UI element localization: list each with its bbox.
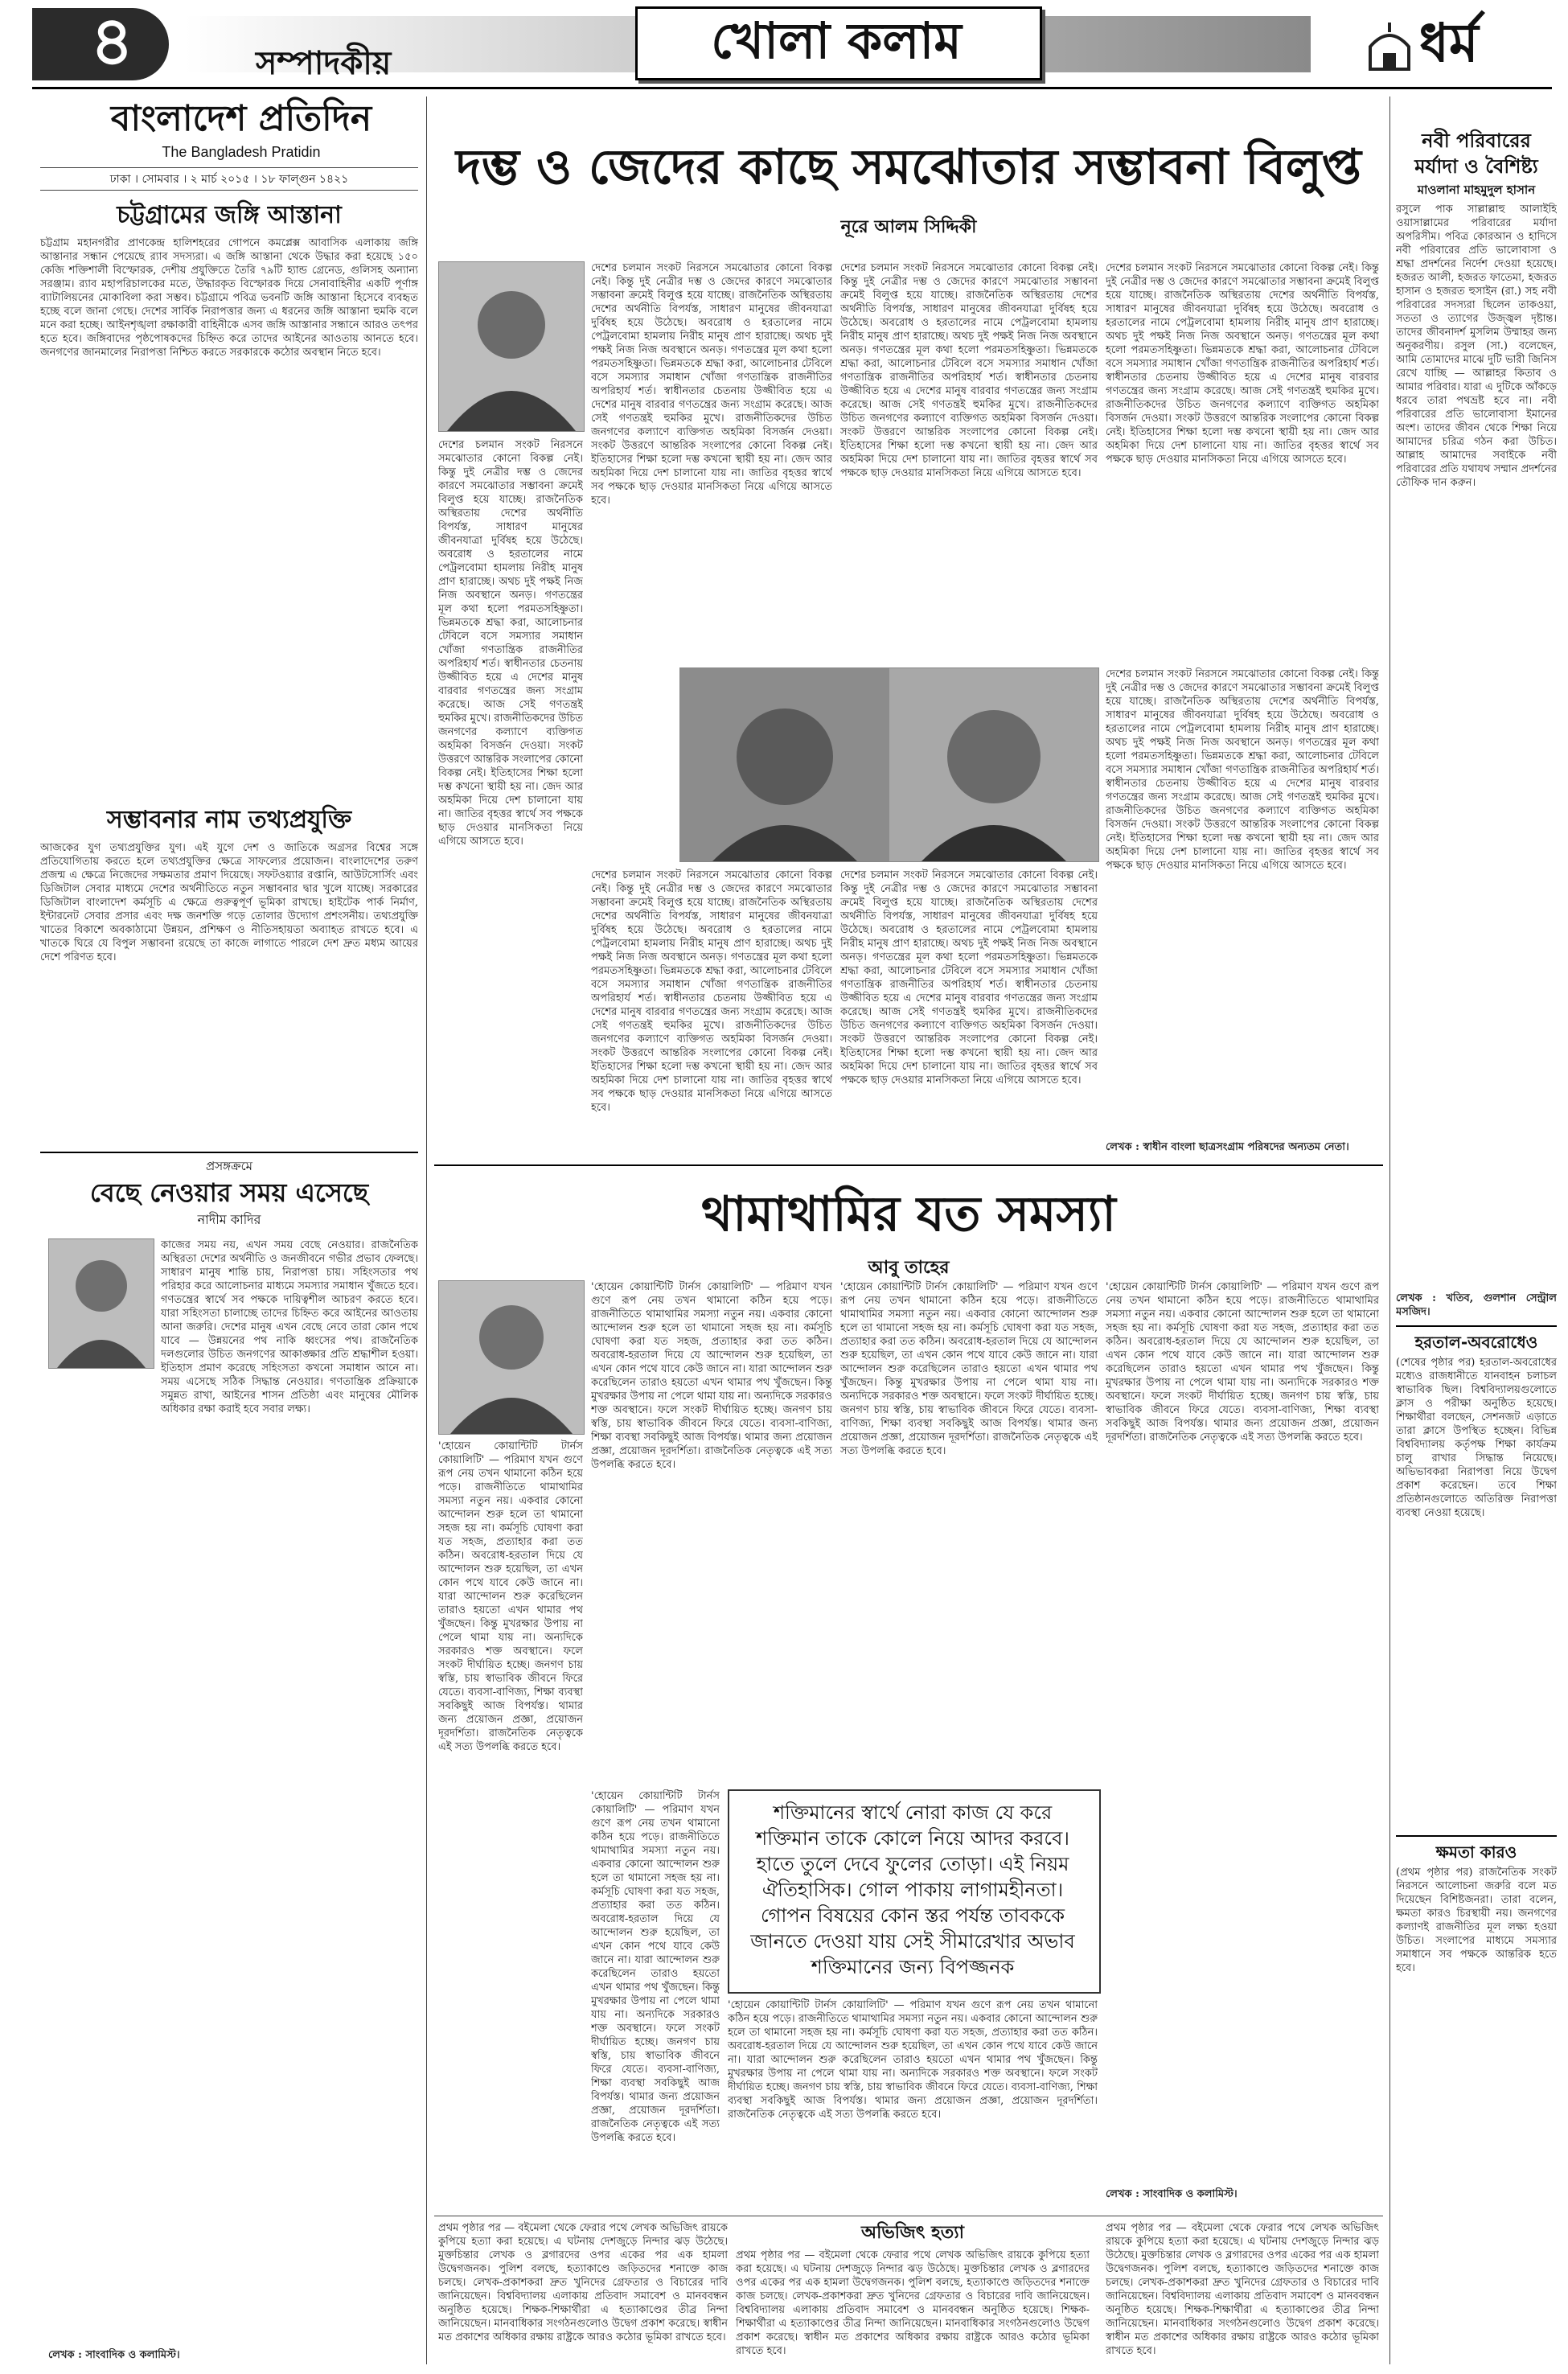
second-body-col5: 'হোয়েন কোয়ান্টিটি টার্নস কোয়ালিটি' — পরিমাণ যখন গুণে রূপ নেয় তখন থামানো কঠিন হয়ে পড়ে। রাজনীতিতে থামাথামির সমস্যা নতুন নয়। একবার কোনো আন্দোলন শুরু হলে তা থামানো সহজ হয় না। কর্মসূচি ঘোষণা করা যত সহজ, প্রত্যাহার করা তত কঠিন। অবরোধ-হরতাল দিয়ে যে আন্দোলন শুরু হয়েছিল, তা এখন কোন পথে যাবে কেউ জানে না। যারা আন্দোলন শুরু করেছিলেন তারাও হয়তো এখন থামার পথ খুঁজছেন। কিন্তু মুখরক্ষার উপায় না পেলে থামা যায় না। অন্যদিকে সরকারও শক্ত অবস্থানে। ফলে সংকট দীর্ঘায়িত হচ্ছে। জনগণ চায় স্বস্তি, চায় স্বাভাবিক জীবনে ফিরে যেতে। ব্যবসা-বাণিজ্য, শিক্ষা ব্যবস্থা সবকিছুই আজ বিপর্যস্ত। থামার জন্য প্রয়োজন প্রজ্ঞা, প্রয়োজন দূরদর্শিতা। রাজনৈতিক নেতৃত্বকে এই সত্য উপলব্ধি করতে হবে। bbox=[728, 1999, 1098, 2121]
column-name: খোলা কলাম bbox=[711, 11, 962, 70]
lead-body-col5: দেশের চলমান সংকট নিরসনে সমঝোতার কোনো বিকল্প নেই। কিন্তু দুই নেত্রীর দম্ভ ও জেদের কারণে সমঝোতার সম্ভাবনা ক্রমেই বিলুপ্ত হয়ে যাচ্ছে। রাজনৈতিক অস্থিরতায় দেশের অর্থনীতি বিপর্যস্ত, সাধারণ মানুষের জীবনযাত্রা দুর্বিষহ হয়ে উঠেছে। অবরোধ ও হরতালের নামে পেট্রলবোমা হামলায় নিরীহ মানুষ প্রাণ হারাচ্ছে। অথচ দুই পক্ষই নিজ নিজ অবস্থানে অনড়। গণতন্ত্রের মূল কথা হলো পরমতসহিষ্ণুতা। ভিন্নমতকে শ্রদ্ধা করা, আলোচনার টেবিলে বসে সমস্যার সমাধান খোঁজা গণতান্ত্রিক রাজনীতির অপরিহার্য শর্ত। স্বাধীনতার চেতনায় উজ্জীবিত হয়ে এ দেশের মানুষ বারবার গণতন্ত্রের জন্য সংগ্রাম করেছে। আজ সেই গণতন্ত্রই হুমকির মুখে। রাজনীতিকদের উচিত জনগণের কল্যাণে ব্যক্তিগত অহমিকা বিসর্জন দেওয়া। সংকট উত্তরণে আন্তরিক সংলাপের কোনো বিকল্প নেই। ইতিহাসের শিক্ষা হলো দম্ভ কখনো স্থায়ী হয় না। জেদ আর অহমিকা দিয়ে দেশ চালানো যায় না। জাতির বৃহত্তর স্বার্থে সব পক্ষকে ছাড় দেওয়ার মানসিকতা নিয়ে এগিয়ে আসতে হবে। bbox=[840, 869, 1098, 1086]
lead-body-col6: দেশের চলমান সংকট নিরসনে সমঝোতার কোনো বিকল্প নেই। কিন্তু দুই নেত্রীর দম্ভ ও জেদের কারণে সমঝোতার সম্ভাবনা ক্রমেই বিলুপ্ত হয়ে যাচ্ছে। রাজনৈতিক অস্থিরতায় দেশের অর্থনীতি বিপর্যস্ত, সাধারণ মানুষের জীবনযাত্রা দুর্বিষহ হয়ে উঠেছে। অবরোধ ও হরতালের নামে পেট্রলবোমা হামলায় নিরীহ মানুষ প্রাণ হারাচ্ছে। অথচ দুই পক্ষই নিজ নিজ অবস্থানে অনড়। গণতন্ত্রের মূল কথা হলো পরমতসহিষ্ণুতা। ভিন্নমতকে শ্রদ্ধা করা, আলোচনার টেবিলে বসে সমস্যার সমাধান খোঁজা গণতান্ত্রিক রাজনীতির অপরিহার্য শর্ত। স্বাধীনতার চেতনায় উজ্জীবিত হয়ে এ দেশের মানুষ বারবার গণতন্ত্রের জন্য সংগ্রাম করেছে। আজ সেই গণতন্ত্রই হুমকির মুখে। রাজনীতিকদের উচিত জনগণের কল্যাণে ব্যক্তিগত অহমিকা বিসর্জন দেওয়া। সংকট উত্তরণে আন্তরিক সংলাপের কোনো বিকল্প নেই। ইতিহাসের শিক্ষা হলো দম্ভ কখনো স্থায়ী হয় না। জেদ আর অহমিকা দিয়ে দেশ চালানো যায় না। জাতির বৃহত্তর স্বার্থে সব পক্ষকে ছাড় দেওয়ার মানসিকতা নিয়ে এগিয়ে আসতে হবে। bbox=[1106, 668, 1379, 872]
editorial-2-title: সম্ভাবনার নাম তথ্যপ্রযুক্তি bbox=[106, 806, 352, 834]
lead-body-col1b: দেশের চলমান সংকট নিরসনে সমঝোতার কোনো বিকল্প নেই। কিন্তু দুই নেত্রীর দম্ভ ও জেদের কারণে সমঝোতার সম্ভাবনা ক্রমেই বিলুপ্ত হয়ে যাচ্ছে। রাজনৈতিক অস্থিরতায় দেশের অর্থনীতি বিপর্যস্ত, সাধারণ মানুষের জীবনযাত্রা দুর্বিষহ হয়ে উঠেছে। অবরোধ ও হরতালের নামে পেট্রলবোমা হামলায় নিরীহ মানুষ প্রাণ হারাচ্ছে। অথচ দুই পক্ষই নিজ নিজ অবস্থানে অনড়। গণতন্ত্রের মূল কথা হলো পরমতসহিষ্ণুতা। ভিন্নমতকে শ্রদ্ধা করা, আলোচনার টেবিলে বসে সমস্যার সমাধান খোঁজা গণতান্ত্রিক রাজনীতির অপরিহার্য শর্ত। স্বাধীনতার চেতনায় উজ্জীবিত হয়ে এ দেশের মানুষ বারবার গণতন্ত্রের জন্য সংগ্রাম করেছে। আজ সেই গণতন্ত্রই হুমকির মুখে। রাজনীতিকদের উচিত জনগণের কল্যাণে ব্যক্তিগত অহমিকা বিসর্জন দেওয়া। সংকট উত্তরণে আন্তরিক সংলাপের কোনো বিকল্প নেই। ইতিহাসের শিক্ষা হলো দম্ভ কখনো স্থায়ী হয় না। জেদ আর অহমিকা দিয়ে দেশ চালানো যায় না। জাতির বৃহত্তর স্বার্থে সব পক্ষকে ছাড় দেওয়ার মানসিকতা নিয়ে এগিয়ে আসতে হবে। bbox=[438, 439, 583, 848]
lead-author: নূরে আলম সিদ্দিকী bbox=[840, 216, 977, 237]
dateline: ঢাকা । সোমবার । ২ মার্চ ২০১৫ । ১৮ ফাল্গুন ১৪২১ bbox=[109, 173, 349, 186]
header-rule bbox=[32, 87, 1552, 89]
masthead-en: The Bangladesh Pratidin bbox=[162, 144, 321, 160]
abhijit-body-right: প্রথম পৃষ্ঠার পর — বইমেলা থেকে ফেরার পথে লেখক অভিজিৎ রায়কে কুপিয়ে হত্যা করা হয়েছে। এ ঘটনায় দেশজুড়ে নিন্দার ঝড় উঠেছে। মুক্তচিন্তার লেখক ও ব্লগারদের ওপর একের পর এক হামলা উদ্বেগজনক। পুলিশ বলছে, হত্যাকাণ্ডে জড়িতদের শনাক্তে কাজ চলছে। লেখক-প্রকাশকরা দ্রুত খুনিদের গ্রেফতার ও বিচারের দাবি জানিয়েছেন। বিশ্ববিদ্যালয় এলাকায় প্রতিবাদ সমাবেশ ও মানববন্ধন অনুষ্ঠিত হয়েছে। শিক্ষক-শিক্ষার্থীরা এ হত্যাকাণ্ডের তীব্র নিন্দা জানিয়েছেন। মানবাধিকার সংগঠনগুলোও উদ্বেগ প্রকাশ করেছে। স্বাধীন মত প্রকাশের অধিকার রক্ষায় রাষ্ট্রকে আরও কঠোর ভূমিকা রাখতে হবে। bbox=[1106, 2222, 1379, 2357]
hartal-body: (শেষের পৃষ্ঠার পর) হরতাল-অবরোধের মধ্যেও রাজধানীতে যানবাহন চলাচল স্বাভাবিক ছিল। বিশ্ববিদ্যালয়গুলোতে ক্লাস ও পরীক্ষা অনুষ্ঠিত হয়েছে। শিক্ষার্থীরা বলছেন, সেশনজট এড়াতে তারা ক্লাসে উপস্থিত হচ্ছেন। বিভিন্ন বিশ্ববিদ্যালয় কর্তৃপক্ষ শিক্ষা কার্যক্রম চালু রাখার সিদ্ধান্ত নিয়েছে। অভিভাবকরা নিরাপত্তা নিয়ে উদ্বেগ প্রকাশ করেছেন। তবে শিক্ষা প্রতিষ্ঠানগুলোতে অতিরিক্ত নিরাপত্তা ব্যবস্থা নেওয়া হয়েছে। bbox=[1396, 1357, 1557, 1519]
editorial-1-body: চট্টগ্রাম মহানগরীর প্রাণকেন্দ্র হালিশহরের গোপনে কমপ্লেক্স আবাসিক এলাকায় জঙ্গি আস্তানার সন্ধান পেয়েছে র‍্যাব সদস্যরা। এ জঙ্গি আস্তানা থেকে উদ্ধার করা হয়েছে ১৫০ কেজি শক্তিশালী বিস্ফোরক, দেশীয় প্রযুক্তিতে তৈরি ৭৯টি হ্যান্ড গ্রেনেড, গুলিসহ অন্যান্য সরঞ্জাম। র‍্যাব মহাপরিচালকের মতে, উদ্ধারকৃত বিস্ফোরক দিয়ে সেনাবাহিনীর একটি পূর্ণাঙ্গ ব্যাটালিয়নের মোকাবিলা করা সম্ভব। চট্টগ্রামে পবিত্র ভবনটি জঙ্গি আস্তানা হিসেবে ব্যবহৃত হচ্ছে বলে জানা গেছে। দেশের সার্বিক নিরাপত্তার জন্য এ ধরনের জঙ্গি আস্তানা হুমকি বলে মনে করা হচ্ছে। আইনশৃঙ্খলা রক্ষাকারী বাহিনীকে এসব জঙ্গি আস্তানার সন্ধানে আরও তৎপর হতে হবে। জঙ্গিবাদের পৃষ্ঠপোষকদের চিহ্নিত করে তাদের আইনের আওতায় আনতে হবে। জনগণের জানমালের নিরাপত্তা নিশ্চিত করতে সরকারকে কঠোর অবস্থান নিতে হবে। bbox=[40, 237, 418, 359]
prosonggokrome-title: বেছে নেওয়ার সময় এসেছে bbox=[89, 1177, 369, 1208]
second-body-col1b: 'হোয়েন কোয়ান্টিটি টার্নস কোয়ালিটি' — পরিমাণ যখন গুণে রূপ নেয় তখন থামানো কঠিন হয়ে পড়ে। রাজনীতিতে থামাথামির সমস্যা নতুন নয়। একবার কোনো আন্দোলন শুরু হলে তা থামানো সহজ হয় না। কর্মসূচি ঘোষণা করা যত সহজ, প্রত্যাহার করা তত কঠিন। অবরোধ-হরতাল দিয়ে যে আন্দোলন শুরু হয়েছিল, তা এখন কোন পথে যাবে কেউ জানে না। যারা আন্দোলন শুরু করেছিলেন তারাও হয়তো এখন থামার পথ খুঁজছেন। কিন্তু মুখরক্ষার উপায় না পেলে থামা যায় না। অন্যদিকে সরকারও শক্ত অবস্থানে। ফলে সংকট দীর্ঘায়িত হচ্ছে। জনগণ চায় স্বস্তি, চায় স্বাভাবিক জীবনে ফিরে যেতে। ব্যবসা-বাণিজ্য, শিক্ষা ব্যবস্থা সবকিছুই আজ বিপর্যস্ত। থামার জন্য প্রয়োজন প্রজ্ঞা, প্রয়োজন দূরদর্শিতা। রাজনৈতিক নেতৃত্বকে এই সত্য উপলব্ধি করতে হবে। bbox=[438, 1440, 583, 1753]
lead-title: দম্ভ ও জেদের কাছে সমঝোতার সম্ভাবনা বিলুপ্ত bbox=[456, 139, 1361, 195]
dharma-body: রসুলে পাক সাল্লাল্লাহু আলাইহি ওয়াসাল্লামের পরিবারের মর্যাদা অপরিসীম। পবিত্র কোরআন ও হাদিসে নবী পরিবারের প্রতি ভালোবাসা ও শ্রদ্ধা প্রদর্শনের নির্দেশ দেওয়া হয়েছে। হজরত আলী, হজরত ফাতেমা, হজরত হাসান ও হজরত হুসাইন (রা.) সহ নবী পরিবারের সদস্যরা ছিলেন তাকওয়া, সততা ও ত্যাগের উজ্জ্বল দৃষ্টান্ত। তাদের জীবনাদর্শ মুসলিম উম্মাহর জন্য অনুকরণীয়। রসুল (সা.) বলেছেন, আমি তোমাদের মাঝে দুটি ভারী জিনিস রেখে যাচ্ছি — আল্লাহর কিতাব ও আমার পরিবার। যারা এ দুটিকে আঁকড়ে ধরবে তারা পথভ্রষ্ট হবে না। নবী পরিবারের প্রতি ভালোবাসা ইমানের অংশ। তাদের জীবন থেকে শিক্ষা নিয়ে আমাদের চরিত্র গঠন করা উচিত। আল্লাহ আমাদের সবাইকে নবী পরিবারের প্রতি যথাযথ সম্মান প্রদর্শনের তৌফিক দান করুন। bbox=[1396, 203, 1557, 489]
lead-photo-leaders bbox=[679, 667, 1099, 862]
second-title: থামাথামির যত সমস্যা bbox=[701, 1186, 1116, 1242]
editorial-1-title: চট্টগ্রামের জঙ্গি আস্তানা bbox=[117, 201, 342, 229]
editorial-2-body: আজকের যুগ তথ্যপ্রযুক্তির যুগ। এই যুগে দেশ ও জাতিকে অগ্রসর বিশ্বের সঙ্গে প্রতিযোগিতায় করতে হলে তথ্যপ্রযুক্তির ক্ষেত্রে সাফল্যের প্রয়োজন। বাংলাদেশের তরুণ প্রজন্ম এ ক্ষেত্রে নিজেদের সক্ষমতার প্রমাণ দিয়েছে। সফটওয়্যার রপ্তানি, আউটসোর্সিং এবং ডিজিটাল সেবার মাধ্যমে দেশের অর্থনীতিতে নতুন সম্ভাবনার দ্বার খুলে যাচ্ছে। সরকারের ডিজিটাল বাংলাদেশ কর্মসূচি এ ক্ষেত্রে গুরুত্বপূর্ণ ভূমিকা রাখছে। হাইটেক পার্ক নির্মাণ, ইন্টারনেট সেবার প্রসার এবং দক্ষ জনশক্তি গড়ে তোলার উদ্যোগ প্রশংসনীয়। তথ্যপ্রযুক্তি খাতের বিকাশে অবকাঠামো উন্নয়ন, প্রশিক্ষণ ও নীতিসহায়তা অব্যাহত রাখতে হবে। এ খাতকে ঘিরে যে বিপুল সম্ভাবনা রয়েছে তা কাজে লাগাতে পারলে দেশ দ্রুত মধ্যম আয়ের দেশে পরিণত হবে। bbox=[40, 842, 418, 963]
author-photo-nure-alam bbox=[438, 261, 585, 432]
second-body-col3: 'হোয়েন কোয়ান্টিটি টার্নস কোয়ালিটি' — পরিমাণ যখন গুণে রূপ নেয় তখন থামানো কঠিন হয়ে পড়ে। রাজনীতিতে থামাথামির সমস্যা নতুন নয়। একবার কোনো আন্দোলন শুরু হলে তা থামানো সহজ হয় না। কর্মসূচি ঘোষণা করা যত সহজ, প্রত্যাহার করা তত কঠিন। অবরোধ-হরতাল দিয়ে যে আন্দোলন শুরু হয়েছিল, তা এখন কোন পথে যাবে কেউ জানে না। যারা আন্দোলন শুরু করেছিলেন তারাও হয়তো এখন থামার পথ খুঁজছেন। কিন্তু মুখরক্ষার উপায় না পেলে থামা যায় না। অন্যদিকে সরকারও শক্ত অবস্থানে। ফলে সংকট দীর্ঘায়িত হচ্ছে। জনগণ চায় স্বস্তি, চায় স্বাভাবিক জীবনে ফিরে যেতে। ব্যবসা-বাণিজ্য, শিক্ষা ব্যবস্থা সবকিছুই আজ বিপর্যস্ত। থামার জন্য প্রয়োজন প্রজ্ঞা, প্রয়োজন দূরদর্শিতা। রাজনৈতিক নেতৃত্বকে এই সত্য উপলব্ধি করতে হবে। bbox=[1106, 1281, 1379, 1444]
dharma-author: মাওলানা মাহমুদুল হাসান bbox=[1417, 183, 1536, 197]
masthead-bn: বাংলাদেশ প্রতিদিন bbox=[110, 98, 372, 139]
prosonggokrome-body: কাজের সময় নয়, এখন সময় বেছে নেওয়ার। রাজনৈতিক অস্থিরতা দেশের অর্থনীতি ও জনজীবনে গভীর প্রভাব ফেলছে। সাধারণ মানুষ শান্তি চায়, নিরাপত্তা চায়। সহিংসতার পথ পরিহার করে আলোচনার মাধ্যমে সমস্যার সমাধান খুঁজতে হবে। গণতন্ত্রের স্বার্থে সব পক্ষকে দায়িত্বশীল আচরণ করতে হবে। যারা সহিংসতা চালাচ্ছে তাদের চিহ্নিত করে আইনের আওতায় আনা জরুরি। দেশের মানুষ এখন বেছে নেবে তারা কোন পথে যাবে — উন্নয়নের পথ নাকি ধ্বংসের পথ। রাজনৈতিক দলগুলোর উচিত জনগণের আকাঙ্ক্ষার প্রতি শ্রদ্ধাশীল হওয়া। ইতিহাস প্রমাণ করেছে সহিংসতা কখনো সমাধান আনে না। সময় এসেছে সঠিক সিদ্ধান্ত নেওয়ার। গণতান্ত্রিক প্রক্রিয়াকে সমুন্নত রাখা, আইনের শাসন প্রতিষ্ঠা এবং মানুষের মৌলিক অধিকার রক্ষা করাই হবে সবার লক্ষ্য। bbox=[161, 1239, 418, 1415]
lead-body-col1: দেশের চলমান সংকট নিরসনে সমঝোতার কোনো বিকল্প নেই। কিন্তু দুই নেত্রীর দম্ভ ও জেদের কারণে সমঝোতার সম্ভাবনা ক্রমেই বিলুপ্ত হয়ে যাচ্ছে। রাজনৈতিক অস্থিরতায় দেশের অর্থনীতি বিপর্যস্ত, সাধারণ মানুষের জীবনযাত্রা দুর্বিষহ হয়ে উঠেছে। অবরোধ ও হরতালের নামে পেট্রলবোমা হামলায় নিরীহ মানুষ প্রাণ হারাচ্ছে। অথচ দুই পক্ষই নিজ নিজ অবস্থানে অনড়। গণতন্ত্রের মূল কথা হলো পরমতসহিষ্ণুতা। ভিন্নমতকে শ্রদ্ধা করা, আলোচনার টেবিলে বসে সমস্যার সমাধান খোঁজা গণতান্ত্রিক রাজনীতির অপরিহার্য শর্ত। স্বাধীনতার চেতনায় উজ্জীবিত হয়ে এ দেশের মানুষ বারবার গণতন্ত্রের জন্য সংগ্রাম করেছে। আজ সেই গণতন্ত্রই হুমকির মুখে। রাজনীতিকদের উচিত জনগণের কল্যাণে ব্যক্তিগত অহমিকা বিসর্জন দেওয়া। সংকট উত্তরণে আন্তরিক সংলাপের কোনো বিকল্প নেই। ইতিহাসের শিক্ষা হলো দম্ভ কখনো স্থায়ী হয় না। জেদ আর অহমিকা দিয়ে দেশ চালানো যায় না। জাতির বৃহত্তর স্বার্থে সব পক্ষকে ছাড় দেওয়ার মানসিকতা নিয়ে এগিয়ে আসতে হবে। bbox=[591, 262, 832, 507]
dharma-title-1: নবী পরিবারের bbox=[1422, 129, 1531, 152]
col-divider-2 bbox=[1389, 97, 1390, 2364]
header-bar bbox=[0, 0, 1568, 87]
author-photo-nadim bbox=[48, 1238, 154, 1369]
author-photo-abu-taher bbox=[438, 1280, 585, 1435]
lead-bottom-rule bbox=[434, 1164, 1383, 1166]
masthead-rule bbox=[40, 167, 418, 168]
prosonggokrome-author: নাদীম কাদির bbox=[197, 1212, 261, 1227]
abhijit-body-left: প্রথম পৃষ্ঠার পর — বইমেলা থেকে ফেরার পথে লেখক অভিজিৎ রায়কে কুপিয়ে হত্যা করা হয়েছে। এ ঘটনায় দেশজুড়ে নিন্দার ঝড় উঠেছে। মুক্তচিন্তার লেখক ও ব্লগারদের ওপর একের পর এক হামলা উদ্বেগজনক। পুলিশ বলছে, হত্যাকাণ্ডে জড়িতদের শনাক্তে কাজ চলছে। লেখক-প্রকাশকরা দ্রুত খুনিদের গ্রেফতার ও বিচারের দাবি জানিয়েছেন। বিশ্ববিদ্যালয় এলাকায় প্রতিবাদ সমাবেশ ও মানববন্ধন অনুষ্ঠিত হয়েছে। শিক্ষক-শিক্ষার্থীরা এ হত্যাকাণ্ডের তীব্র নিন্দা জানিয়েছেন। মানবাধিকার সংগঠনগুলোও উদ্বেগ প্রকাশ করেছে। স্বাধীন মত প্রকাশের অধিকার রক্ষায় রাষ্ট্রকে আরও কঠোর ভূমিকা রাখতে হবে। bbox=[438, 2222, 728, 2343]
dharma-label: ধর্ম bbox=[1419, 12, 1479, 74]
prosonggokrome-label: প্রসঙ্গক্রমে bbox=[206, 1159, 252, 1173]
lead-byline: লেখক : স্বাধীন বাংলা ছাত্রসংগ্রাম পরিষদের অন্যতম নেতা। bbox=[1106, 1141, 1349, 1153]
second-body-col4: 'হোয়েন কোয়ান্টিটি টার্নস কোয়ালিটি' — পরিমাণ যখন গুণে রূপ নেয় তখন থামানো কঠিন হয়ে পড়ে। রাজনীতিতে থামাথামির সমস্যা নতুন নয়। একবার কোনো আন্দোলন শুরু হলে তা থামানো সহজ হয় না। কর্মসূচি ঘোষণা করা যত সহজ, প্রত্যাহার করা তত কঠিন। অবরোধ-হরতাল দিয়ে যে আন্দোলন শুরু হয়েছিল, তা এখন কোন পথে যাবে কেউ জানে না। যারা আন্দোলন শুরু করেছিলেন তারাও হয়তো এখন থামার পথ খুঁজছেন। কিন্তু মুখরক্ষার উপায় না পেলে থামা যায় না। অন্যদিকে সরকারও শক্ত অবস্থানে। ফলে সংকট দীর্ঘায়িত হচ্ছে। জনগণ চায় স্বস্তি, চায় স্বাভাবিক জীবনে ফিরে যেতে। ব্যবসা-বাণিজ্য, শিক্ষা ব্যবস্থা সবকিছুই আজ বিপর্যস্ত। থামার জন্য প্রয়োজন প্রজ্ঞা, প্রয়োজন দূরদর্শিতা। রাজনৈতিক নেতৃত্বকে এই সত্য উপলব্ধি করতে হবে। bbox=[591, 1790, 720, 2144]
dharma-byline: লেখক : খতিব, গুলশান সেন্ট্রাল মসজিদ। bbox=[1396, 1292, 1557, 1318]
hartal-rule bbox=[1396, 1325, 1557, 1327]
kkhoma-title: ক্ষমতা কারও bbox=[1435, 1842, 1517, 1862]
dateline-rule bbox=[40, 190, 418, 191]
kkhoma-rule bbox=[1396, 1835, 1557, 1837]
kkhoma-body: (প্রথম পৃষ্ঠার পর) রাজনৈতিক সংকট নিরসনে আলোচনা জরুরি বলে মত দিয়েছেন বিশিষ্টজনরা। তারা বলেন, ক্ষমতা কারও চিরস্থায়ী নয়। জনগণের কল্যাণই রাজনীতির মূল লক্ষ্য হওয়া উচিত। সংলাপের মাধ্যমে সমস্যার সমাধানে সব পক্ষকে আন্তরিক হতে হবে। bbox=[1396, 1867, 1557, 1974]
abhijit-title: অভিজিৎ হত্যা bbox=[861, 2223, 964, 2243]
page-number: ৪ bbox=[90, 2, 134, 80]
prosonggokrome-byline: লেখক : সাংবাদিক ও কলামিস্ট। bbox=[48, 2349, 180, 2361]
hartal-title: হরতাল-অবরোধেও bbox=[1414, 1333, 1538, 1352]
second-body-col2: 'হোয়েন কোয়ান্টিটি টার্নস কোয়ালিটি' — পরিমাণ যখন গুণে রূপ নেয় তখন থামানো কঠিন হয়ে পড়ে। রাজনীতিতে থামাথামির সমস্যা নতুন নয়। একবার কোনো আন্দোলন শুরু হলে তা থামানো সহজ হয় না। কর্মসূচি ঘোষণা করা যত সহজ, প্রত্যাহার করা তত কঠিন। অবরোধ-হরতাল দিয়ে যে আন্দোলন শুরু হয়েছিল, তা এখন কোন পথে যাবে কেউ জানে না। যারা আন্দোলন শুরু করেছিলেন তারাও হয়তো এখন থামার পথ খুঁজছেন। কিন্তু মুখরক্ষার উপায় না পেলে থামা যায় না। অন্যদিকে সরকারও শক্ত অবস্থানে। ফলে সংকট দীর্ঘায়িত হচ্ছে। জনগণ চায় স্বস্তি, চায় স্বাভাবিক জীবনে ফিরে যেতে। ব্যবসা-বাণিজ্য, শিক্ষা ব্যবস্থা সবকিছুই আজ বিপর্যস্ত। থামার জন্য প্রয়োজন প্রজ্ঞা, প্রয়োজন দূরদর্শিতা। রাজনৈতিক নেতৃত্বকে এই সত্য উপলব্ধি করতে হবে। bbox=[840, 1281, 1098, 1457]
col-divider-1 bbox=[426, 97, 427, 2364]
mosque-icon bbox=[1367, 23, 1412, 71]
second-body-col1: 'হোয়েন কোয়ান্টিটি টার্নস কোয়ালিটি' — পরিমাণ যখন গুণে রূপ নেয় তখন থামানো কঠিন হয়ে পড়ে। রাজনীতিতে থামাথামির সমস্যা নতুন নয়। একবার কোনো আন্দোলন শুরু হলে তা থামানো সহজ হয় না। কর্মসূচি ঘোষণা করা যত সহজ, প্রত্যাহার করা তত কঠিন। অবরোধ-হরতাল দিয়ে যে আন্দোলন শুরু হয়েছিল, তা এখন কোন পথে যাবে কেউ জানে না। যারা আন্দোলন শুরু করেছিলেন তারাও হয়তো এখন থামার পথ খুঁজছেন। কিন্তু মুখরক্ষার উপায় না পেলে থামা যায় না। অন্যদিকে সরকারও শক্ত অবস্থানে। ফলে সংকট দীর্ঘায়িত হচ্ছে। জনগণ চায় স্বস্তি, চায় স্বাভাবিক জীবনে ফিরে যেতে। ব্যবসা-বাণিজ্য, শিক্ষা ব্যবস্থা সবকিছুই আজ বিপর্যস্ত। থামার জন্য প্রয়োজন প্রজ্ঞা, প্রয়োজন দূরদর্শিতা। রাজনৈতিক নেতৃত্বকে এই সত্য উপলব্ধি করতে হবে। bbox=[591, 1281, 832, 1471]
lead-body-col2: দেশের চলমান সংকট নিরসনে সমঝোতার কোনো বিকল্প নেই। কিন্তু দুই নেত্রীর দম্ভ ও জেদের কারণে সমঝোতার সম্ভাবনা ক্রমেই বিলুপ্ত হয়ে যাচ্ছে। রাজনৈতিক অস্থিরতায় দেশের অর্থনীতি বিপর্যস্ত, সাধারণ মানুষের জীবনযাত্রা দুর্বিষহ হয়ে উঠেছে। অবরোধ ও হরতালের নামে পেট্রলবোমা হামলায় নিরীহ মানুষ প্রাণ হারাচ্ছে। অথচ দুই পক্ষই নিজ নিজ অবস্থানে অনড়। গণতন্ত্রের মূল কথা হলো পরমতসহিষ্ণুতা। ভিন্নমতকে শ্রদ্ধা করা, আলোচনার টেবিলে বসে সমস্যার সমাধান খোঁজা গণতান্ত্রিক রাজনীতির অপরিহার্য শর্ত। স্বাধীনতার চেতনায় উজ্জীবিত হয়ে এ দেশের মানুষ বারবার গণতন্ত্রের জন্য সংগ্রাম করেছে। আজ সেই গণতন্ত্রই হুমকির মুখে। রাজনীতিকদের উচিত জনগণের কল্যাণে ব্যক্তিগত অহমিকা বিসর্জন দেওয়া। সংকট উত্তরণে আন্তরিক সংলাপের কোনো বিকল্প নেই। ইতিহাসের শিক্ষা হলো দম্ভ কখনো স্থায়ী হয় না। জেদ আর অহমিকা দিয়ে দেশ চালানো যায় না। জাতির বৃহত্তর স্বার্থে সব পক্ষকে ছাড় দেওয়ার মানসিকতা নিয়ে এগিয়ে আসতে হবে। bbox=[840, 262, 1098, 479]
dharma-title-2: মর্যাদা ও বৈশিষ্ট্য bbox=[1414, 155, 1538, 178]
second-author: আবু তাহের bbox=[868, 1257, 950, 1278]
lead-body-col3: দেশের চলমান সংকট নিরসনে সমঝোতার কোনো বিকল্প নেই। কিন্তু দুই নেত্রীর দম্ভ ও জেদের কারণে সমঝোতার সম্ভাবনা ক্রমেই বিলুপ্ত হয়ে যাচ্ছে। রাজনৈতিক অস্থিরতায় দেশের অর্থনীতি বিপর্যস্ত, সাধারণ মানুষের জীবনযাত্রা দুর্বিষহ হয়ে উঠেছে। অবরোধ ও হরতালের নামে পেট্রলবোমা হামলায় নিরীহ মানুষ প্রাণ হারাচ্ছে। অথচ দুই পক্ষই নিজ নিজ অবস্থানে অনড়। গণতন্ত্রের মূল কথা হলো পরমতসহিষ্ণুতা। ভিন্নমতকে শ্রদ্ধা করা, আলোচনার টেবিলে বসে সমস্যার সমাধান খোঁজা গণতান্ত্রিক রাজনীতির অপরিহার্য শর্ত। স্বাধীনতার চেতনায় উজ্জীবিত হয়ে এ দেশের মানুষ বারবার গণতন্ত্রের জন্য সংগ্রাম করেছে। আজ সেই গণতন্ত্রই হুমকির মুখে। রাজনীতিকদের উচিত জনগণের কল্যাণে ব্যক্তিগত অহমিকা বিসর্জন দেওয়া। সংকট উত্তরণে আন্তরিক সংলাপের কোনো বিকল্প নেই। ইতিহাসের শিক্ষা হলো দম্ভ কখনো স্থায়ী হয় না। জেদ আর অহমিকা দিয়ে দেশ চালানো যায় না। জাতির বৃহত্তর স্বার্থে সব পক্ষকে ছাড় দেওয়ার মানসিকতা নিয়ে এগিয়ে আসতে হবে। bbox=[1106, 262, 1379, 466]
lead-body-col4: দেশের চলমান সংকট নিরসনে সমঝোতার কোনো বিকল্প নেই। কিন্তু দুই নেত্রীর দম্ভ ও জেদের কারণে সমঝোতার সম্ভাবনা ক্রমেই বিলুপ্ত হয়ে যাচ্ছে। রাজনৈতিক অস্থিরতায় দেশের অর্থনীতি বিপর্যস্ত, সাধারণ মানুষের জীবনযাত্রা দুর্বিষহ হয়ে উঠেছে। অবরোধ ও হরতালের নামে পেট্রলবোমা হামলায় নিরীহ মানুষ প্রাণ হারাচ্ছে। অথচ দুই পক্ষই নিজ নিজ অবস্থানে অনড়। গণতন্ত্রের মূল কথা হলো পরমতসহিষ্ণুতা। ভিন্নমতকে শ্রদ্ধা করা, আলোচনার টেবিলে বসে সমস্যার সমাধান খোঁজা গণতান্ত্রিক রাজনীতির অপরিহার্য শর্ত। স্বাধীনতার চেতনায় উজ্জীবিত হয়ে এ দেশের মানুষ বারবার গণতন্ত্রের জন্য সংগ্রাম করেছে। আজ সেই গণতন্ত্রই হুমকির মুখে। রাজনীতিকদের উচিত জনগণের কল্যাণে ব্যক্তিগত অহমিকা বিসর্জন দেওয়া। সংকট উত্তরণে আন্তরিক সংলাপের কোনো বিকল্প নেই। ইতিহাসের শিক্ষা হলো দম্ভ কখনো স্থায়ী হয় না। জেদ আর অহমিকা দিয়ে দেশ চালানো যায় না। জাতির বৃহত্তর স্বার্থে সব পক্ষকে ছাড় দেওয়ার মানসিকতা নিয়ে এগিয়ে আসতে হবে। bbox=[591, 869, 832, 1114]
pullquote-text: শক্তিমানের স্বার্থে নোরা কাজ যে করে শক্তিমান তাকে কোলে নিয়ে আদর করবে। হাতে তুলে দেবে ফুলের তোড়া। এই নিয়ম ঐতিহাসিক। গোল পাকায় লাগামহীনতা। গোপন বিষয়ের কোন স্তর পর্যন্ত তাবককে জানতে দেওয়া যায় সেই সীমারেখার অভাব শক্তিমানের জন্য বিপজ্জনক bbox=[750, 1801, 1075, 1978]
second-byline: লেখক : সাংবাদিক ও কলামিস্ট। bbox=[1106, 2188, 1238, 2200]
abhijit-body-mid: প্রথম পৃষ্ঠার পর — বইমেলা থেকে ফেরার পথে লেখক অভিজিৎ রায়কে কুপিয়ে হত্যা করা হয়েছে। এ ঘটনায় দেশজুড়ে নিন্দার ঝড় উঠেছে। মুক্তচিন্তার লেখক ও ব্লগারদের ওপর একের পর এক হামলা উদ্বেগজনক। পুলিশ বলছে, হত্যাকাণ্ডে জড়িতদের শনাক্তে কাজ চলছে। লেখক-প্রকাশকরা দ্রুত খুনিদের গ্রেফতার ও বিচারের দাবি জানিয়েছেন। বিশ্ববিদ্যালয় এলাকায় প্রতিবাদ সমাবেশ ও মানববন্ধন অনুষ্ঠিত হয়েছে। শিক্ষক-শিক্ষার্থীরা এ হত্যাকাণ্ডের তীব্র নিন্দা জানিয়েছেন। মানবাধিকার সংগঠনগুলোও উদ্বেগ প্রকাশ করেছে। স্বাধীন মত প্রকাশের অধিকার রক্ষায় রাষ্ট্রকে আরও কঠোর ভূমিকা রাখতে হবে। bbox=[736, 2249, 1090, 2357]
prosonggokrome-rule bbox=[40, 1152, 418, 1153]
section-label: সম্পাদকীয় bbox=[256, 45, 392, 82]
